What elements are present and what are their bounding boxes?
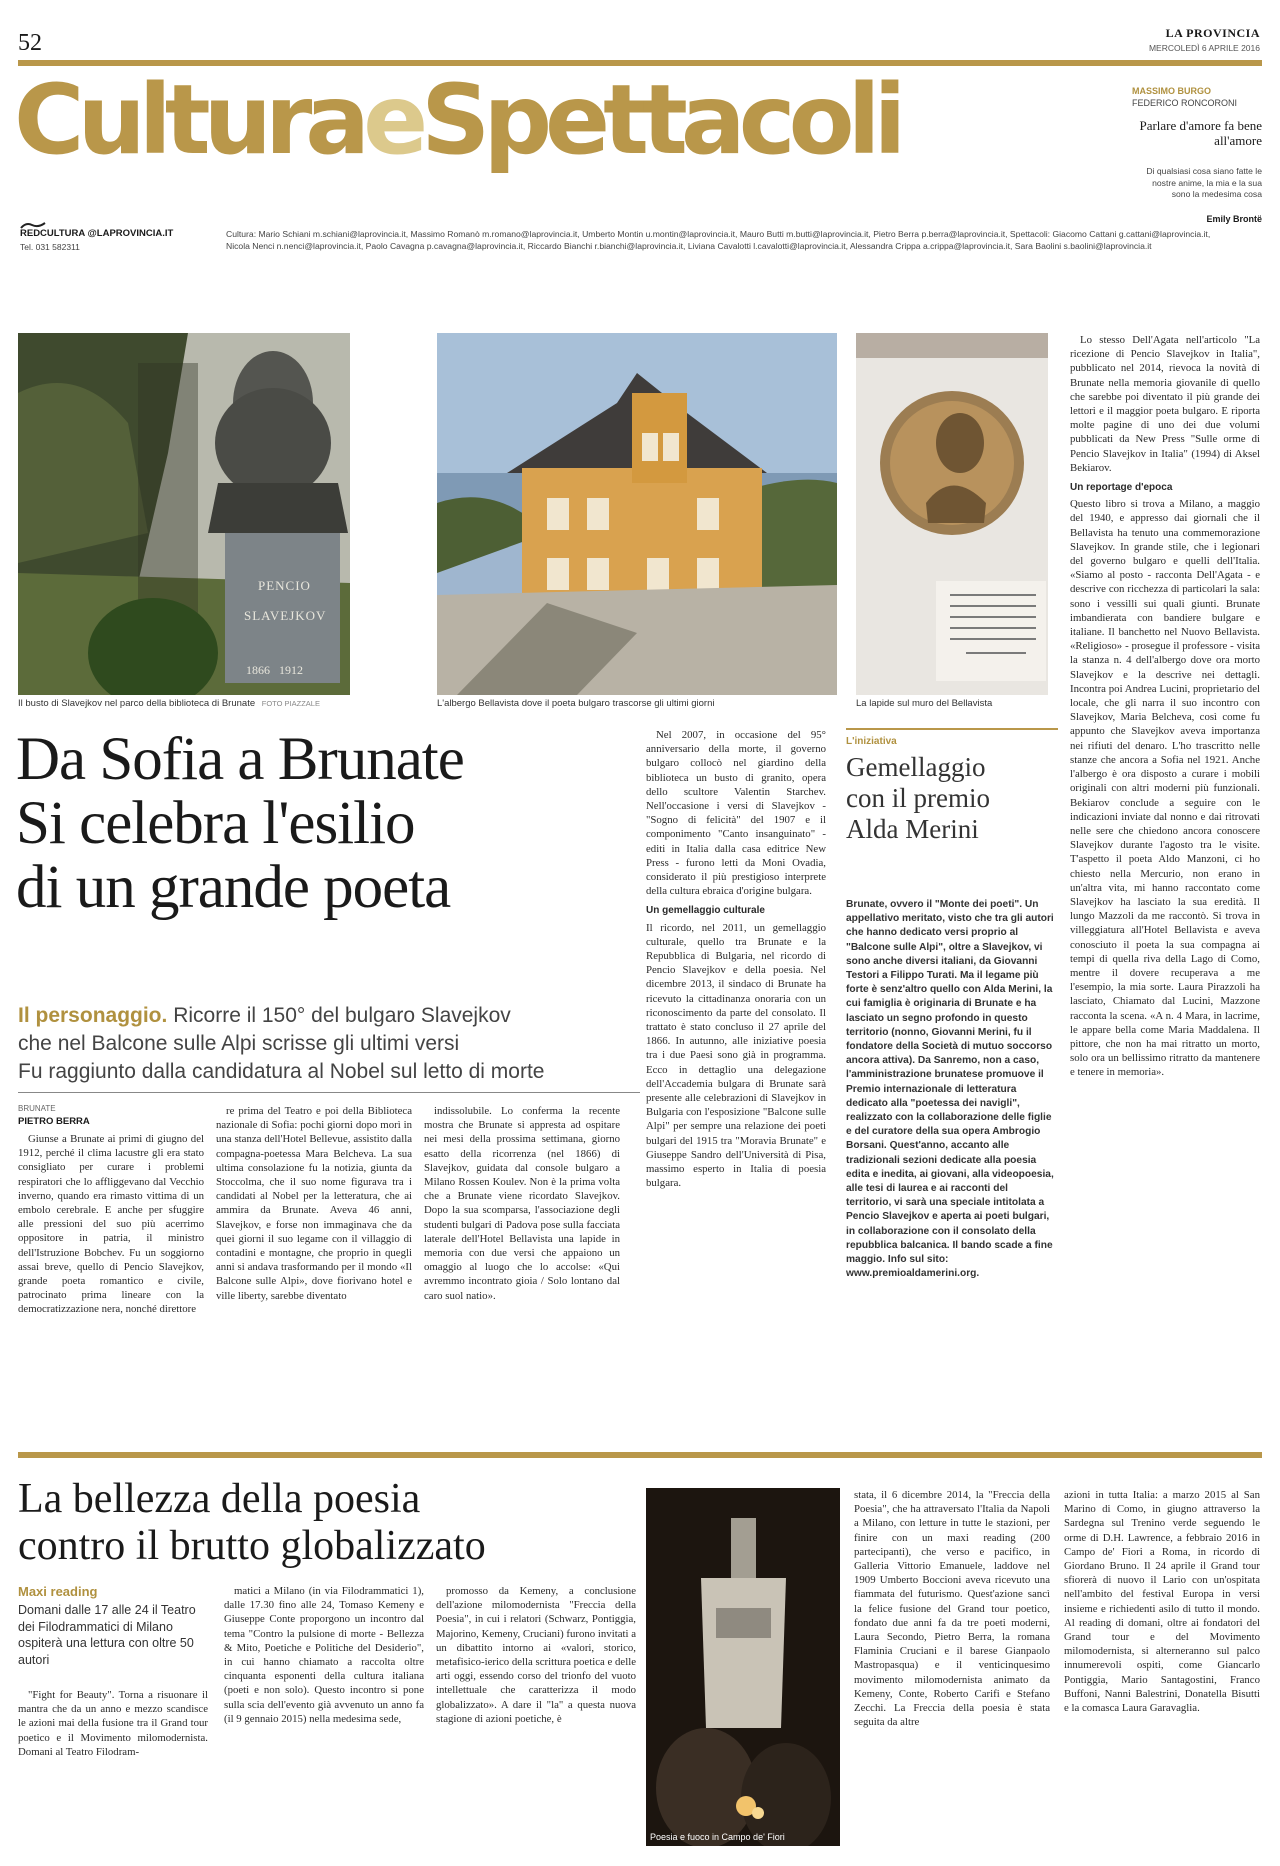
masthead: LA PROVINCIA (1165, 26, 1260, 40)
article2-col5-text: azioni in tutta Italia: a marzo 2015 al San Marino di Como, in giugno attraverso la Sardegna sul Trenino verde seguendo le orme di D.H. Lawrence, a febbraio 2016 in Campo de' Fiori a Roma, in ricordo di Giordano Bruno. Il 24 aprile il Grand tour sfiorerà di nuovo il Lario con un'ospitata nell'ambito del festival Europa in versi insieme e richiedenti asilo di tutto il mondo. Al reading di domani, oltre ai fondatori del Grand tour e del Movimento milomodernista, si alterneranno sul palco innumerevoli ospiti, come Giancarlo Pontiggia, Mario Santagostini, Franco Buffoni, Nanni Balestrini, Donatella Bisutti e la comasca Laura Garavaglia. (1064, 1489, 1260, 1715)
sidebar-title-line3: Alda Merini (846, 814, 979, 844)
article2-col1-text: "Fight for Beauty". Torna a risuonare il mantra che da un anno e mezzo scandisce le azioni mai della fusione tra il Grand tour poetico e il Movimento milomodernista. Domani al Teatro Filodram- (18, 1689, 208, 1758)
article1-col5-text-b: Questo libro si trova a Milano, a maggio del 1940, e appresso dai giornali che il Bellavista ha tenuto una commemorazione Slavejkov. In grande stile, che i legionari del governo bulgaro e quelli dell'Italia. «Siamo al posto - racconta Dell'Agata - e descrive con ricchezza di particolari la sala: sono i vessilli sui quali giunti. Brunate imbandierata con bandiere bulgare e italiane. Il banchetto nel Nuovo Bellavista. «Religioso» - prosegue il professore - visita la stanza n. 4 dell'albergo dove ora morto Slavejkov e la descrive nei dettagli. Incontra poi Andrea Lucini, proprietario del locale, che gli narra il suo incontro con Slavejkov, Maria Belcheva, così come fu appunto che Slavejkov aveva importanza nei rifiuti del denaro. L'ho trascritto nelle stanze che ancora a Sofia nel 1921. Anche l'albergo è ora disposto a curare i mobili originali con altri moderni più funzionali. Bekiarov conclude a seguire con le indicazioni inviate dal nonno e dai ritrovati nelle sere che chiedono ancora conoscere Slavejkov durante l'agosto tra le visite. T'aspetto il poeta Aldo Manzoni, ci ho chiesto nella Mercurio, non erano in un'altra vita, mi hanno raccontato come Slavejkov ha lasciato la sua eredità. Il lungo Mazzoli da me raccontò. Si trova in villeggiatura all'Hotel Bellavista e aveva conosciuto il poeta la sua compagna ai tempi di quella riva della Lago di Como, mentre il dovere recuperava a me l'esempio, la mia sorte. Laura Pirazzoli ha lasciato, Chiamato dal Lucini, Mazzone racconta la scena. «A n. 4 Mara, in lacrime, le appare bella come Maria Maddalena. Il pittore, che non ha mai ritratto un morto, solo ora un bellissimo ritratto da mantenere e tenere in memoria». (1070, 498, 1260, 1079)
photo-plaque (856, 333, 1048, 695)
article1-col3-text: indissolubile. Lo conferma la recente mostra che Brunate si appresta ad ospitare nei mesi della prossima settimana, giorno esatto della ricorrenza (nel 1866) di Slavejkov, guidata dal console bulgaro a Milano Rossen Koulev. Non è la prima volta che a Brunate viene ricordato Slavejkov. Dopo la sua scomparsa, l'associazione degli studenti bulgari di Padova pose sulla facciata laterale dell'Hotel Bellavista una lapide in memoria con due versi che appaiono un omaggio al luogo che lo accolse: «Qui avremmo incontrato gioia / Solo lontano dal caro suol natio». (424, 1105, 620, 1302)
article2-col1 (18, 1688, 208, 1856)
article1-headline-line3: di un grande poeta (16, 854, 451, 921)
article1-col5-subhead: Un reportage d'epoca (1070, 482, 1173, 494)
article1-headline-line1: Da Sofia a Brunate (16, 726, 464, 793)
article2-headline (18, 1476, 648, 1570)
article2-col4-text: stata, il 6 dicembre 2014, la "Freccia della Poesia", che ha attraversato l'Italia da Napoli a Milano, con letture in tutte le stazioni, per finire con un maxi reading (200 partecipanti), che verso e pacifico, in Galleria Vittorio Emanuele, laddove nel 1909 Umberto Boccioni aveva ricevuto una fiammata del futurismo. Quest'azione sancì la felice fusione del Grand tour poetico, fondato due anni fa da tre poeti moderni, Laura Secondo, Pietro Berra, la romana Flaminia Cruciani e il barese Gianpaolo Mastropasqua) e il venticinquesimo movimento milomodernista animato da Kemeny, Conte, Roberto Carifi e Stefano Zecchi. La Freccia della poesia è stata seguita da altre (854, 1489, 1050, 1729)
article1-kicker: Il personaggio. (18, 1004, 168, 1027)
article1-author: PIETRO BERRA (18, 1116, 90, 1127)
article1-col1-text: Giunse a Brunate ai primi di giugno del 1912, perché il clima lacustre gli era stato consigliato per curare i problemi respiratori che lo affliggevano dal Vecchio inverno, quando era rimasto vittima di un embolo cerebrale. E anche per sfuggire alle pressioni del suo più acerrimo oppositore in patria, il ministro dell'Istruzione Bobchev. Fu un soggiorno assai breve, quello di Pencio Slavejkov, grande poeta romantico e civile, patrocinato prima lineare con la democratizzazione nera, nonché direttore (18, 1133, 204, 1316)
sidebar-title-line1: Gemellaggio (846, 752, 986, 782)
contact-handle[interactable]: REDCULTURA @LAPROVINCIA.IT (20, 228, 174, 239)
article1-col2-text: re prima del Teatro e poi della Biblioteca nazionale di Sofia: pochi giorni dopo morì in una stanza dell'Hotel Bellevue, assistito dalla compagna-poetessa Mara Belcheva. La sua ultima consolazione fu la notizia, giunta da Stoccolma, che il suo nome figurava tra i candidati al Nobel per la letteratura, che ai ammira da Brunate. Aveva 46 anni, Slavejkov, e forse non immaginava che da quei giorni il suo legame con il villaggio di contadini e montagne, che proprio in quegli anni si andava trasformando per il mondo «Il Balcone sulle Alpi», dove fiorivano hotel e ville liberty, sarebbe diventato (216, 1105, 412, 1302)
article2-headline-line1: La bellezza della poesia (18, 1476, 421, 1522)
sidebar-rule (846, 728, 1058, 730)
article1-summary (18, 1002, 658, 1086)
article1-headline-line2: Si celebra l'esilio (16, 790, 415, 857)
article1-place: BRUNATE (18, 1104, 56, 1113)
photo-caption-bust (18, 698, 350, 709)
byline-top: MASSIMO BURGO (1132, 86, 1212, 96)
article2-col2 (224, 1584, 424, 1856)
caption-bust-credit: FOTO PIAZZALE (261, 699, 320, 708)
section-title-e: e (363, 64, 422, 176)
bust-inscription-name: PENCIO (258, 578, 311, 593)
quote-title: Parlare d'amore fa bene all'amore (1139, 118, 1262, 148)
photo-hotel-bellavista (437, 333, 837, 695)
quote-author: Emily Brontë (1206, 214, 1262, 224)
article1-col3 (424, 1104, 620, 1422)
article2-col5 (1064, 1488, 1260, 1856)
section-title (14, 60, 899, 180)
sidebar-tag: L'iniziativa (846, 736, 897, 747)
article2-col4 (854, 1488, 1050, 1856)
article2-col3-text: promosso da Kemeny, a conclusione dell'azione milomodernista "Freccia della Poesia", in cui i relatori (Schwarz, Pontiggia, Majorino, Kemeny, Cruciani) furono invitati a un dibattito intorno ai «valori, storico, metafisico-ierico della scrittura poetica e delle arti oggi, essendo corso del trionfo del vuoto intellettuale che caratterizza il modo globalizzato». A dare il "la" a questa nuova stagione di azioni poetiche, è (436, 1585, 636, 1725)
article1-rule (18, 1092, 640, 1093)
section-title-spettacoli: Spettacoli (421, 64, 900, 176)
article2-col3 (436, 1584, 636, 1856)
contact-phone: Tel. 031 582311 (20, 242, 80, 252)
issue-date: MERCOLEDÌ 6 APRILE 2016 (1148, 43, 1260, 53)
article2-kicker: Maxi reading (18, 1584, 98, 1599)
photo-caption-hotel: L'albergo Bellavista dove il poeta bulgaro trascorse gli ultimi giorni (437, 698, 715, 709)
quote-text: Di qualsiasi cosa siano fatte le nostre anime, la mia e la sua sono la medesima cosa (1146, 166, 1262, 199)
bottom-article-rule (18, 1452, 1262, 1458)
sidebar-box (846, 728, 1058, 1422)
photo-bust (18, 333, 350, 695)
sidebar-title (846, 752, 1058, 845)
sidebar-title-line2: con il premio (846, 783, 990, 813)
article1-col4-text-b: Il ricordo, nel 2011, un gemellaggio culturale, quello tra Brunate e la Repubblica di Bulgaria, nel ricordo di Pencio Slavejkov e della poesia. Nel dicembre 2013, il sindaco di Brunate ha ricevuto la cittadinanza onoraria con un riconoscimento da parte del consolato. Il trattato è stato concluso il 27 aprile del 1866. In autunno, alle iniziative poesia tra i due Paesi sono già in programma. Ecco in dettaglio una delegazione dell'Accademia bulgara di Brunate sarà presente alle celebrazioni di Slavejkov in Bulgaria con l'esposizione "Balcone sulle Alpi" per sempre una relazione dei poeti bulgari del 1915 tra "Moravia Brunate" e Giuseppe Sandro dell'Università di Pisa, massimo esperto in Italia di poesia bulgara. (646, 921, 826, 1190)
article1-col4-text: Nel 2007, in occasione del 95° anniversario della morte, il governo bulgaro collocò nel giardino della biblioteca un busto di granito, opera dello scultore Valentin Starchev. Nell'occasione i versi di Slavejkov - "Sogno di felicità" del 1907 e il componimento "Canto insanguinato" - editi in Italia dalla casa editrice New Press - furono letti da Moni Ovadia, considerato il più prestigioso interprete della cultura ebraica d'origine bulgara. (646, 729, 826, 898)
article2-headline-line2: contro il brutto globalizzato (18, 1523, 486, 1569)
page-number: 52 (18, 30, 42, 56)
article1-col1 (18, 1132, 204, 1422)
bust-inscription-surname: SLAVEJKOV (244, 608, 327, 623)
article2-col2-text: matici a Milano (in via Filodrammatici 1), dalle 17.30 fino alle 24, Tomaso Kemeny e Giuseppe Conte proporgono un incontro dal tema "Contro la pulsione di morte - Bellezza & Mito, Poetiche e Politiche del Desiderio", in cui hanno chiamato a raccolta oltre cinquanta esponenti della cultura italiana (poeti e non solo). Questo incontro si pone sulla scia dell'evento già avvenuto un anno fa (il 9 gennaio 2015) nella medesima sede, (224, 1585, 424, 1725)
staff-list: Cultura: Mario Schiani m.schiani@laprovincia.it, Massimo Romanò m.romano@laprovincia.it, Umberto Montin u.montin@laprovincia.it, Mauro Butti m.butti@laprovincia.it, Pietro Berra p.berra@laprovincia.it, Spettacoli: Giacomo Cattani g.cattani@laprovincia.it, Nicola Nenci n.nenci@laprovincia.it, Paolo Cavagna p.cavagna@laprovincia.it, Riccardo Bianchi r.bianchi@laprovincia.it, Liviana Cavalotti l.cavalotti@laprovincia.it, Alessandra Crippa a.crippa@laprovincia.it, Sara Baolini s.baolini@laprovincia.it (226, 229, 1211, 251)
article1-col2 (216, 1104, 412, 1422)
article1-summary-line3: Fu raggiunto dalla candidatura al Nobel sul letto di morte (18, 1060, 545, 1083)
photo-campo-de-fiori (646, 1488, 840, 1846)
sidebar-body: Brunate, ovvero il "Monte dei poeti". Un appellativo meritato, visto che tra gli autori che hanno dedicato versi proprio al "Balcone sulle Alpi", oltre a Slavejkov, vi sono anche diversi italiani, da Giovanni Testori a Filippo Turati. Ma il legame più forte è senz'altro quello con Alda Merini, la cui famiglia è originaria di Brunate e ha lasciato un segno profondo in questo territorio (nonno, Giovanni Merini, fu il fondatore della Società di mutuo soccorso ancora attiva). Da Sanremo, non a caso, l'amministrazione brunatese promuove il Premio internazionale di letteratura dedicato alla "poetessa dei navigli", realizzato con la collaborazione delle figlie e del curatore della sua opera Ambrogio Borsani. Quest'anno, accanto alle tradizionali sezioni dedicate alla poesia edita e inedita, ai giovani, alla videopoesia, alle tesi di laurea e ai racconti del territorio, vi sarà una speciale intitolata a Pencio Slavejkov e aperta ai poeti bulgari, in collaborazione con il consolato della repubblica balcanica. Il bando scade a fine maggio. Info sul sito: www.premioaldamerini.org. (846, 899, 1054, 1280)
article1-col4 (646, 728, 826, 1422)
photo-campo-caption: Poesia e fuoco in Campo de' Fiori (650, 1832, 785, 1842)
article1-headline (16, 728, 656, 920)
article1-col4-subhead: Un gemellaggio culturale (646, 905, 765, 917)
photo-caption-plaque: La lapide sul muro del Bellavista (856, 698, 993, 709)
article1-summary-line2: che nel Balcone sulle Alpi scrisse gli ultimi versi (18, 1032, 460, 1055)
article1-summary-line1: Ricorre il 150° del bulgaro Slavejkov (173, 1004, 511, 1027)
byline-sub: FEDERICO RONCORONI (1132, 98, 1238, 108)
bust-inscription-years: 1866 1912 (246, 663, 303, 677)
article1-col5-text: Lo stesso Dell'Agata nell'articolo "La ricezione di Pencio Slavejkov in Italia", pubblicato nel 2014, rievoca la novità di Brunate nella memoria giovanile di quello che sarebbe poi diventato il più grande dei lettori e il maggior poeta bulgaro. E riporta molte pagine di uno dei due volumi pubblicati da New Press "Sulle orme di Pencio Slavejkov in Italia" (1994) di Aksel Bekiarov. (1070, 334, 1260, 474)
section-title-cultura: Cultura (14, 64, 364, 176)
article1-col5 (1070, 333, 1260, 1422)
caption-bust-text: Il busto di Slavejkov nel parco della biblioteca di Brunate (18, 698, 256, 709)
article2-summary: Domani dalle 17 alle 24 il Teatro dei Filodrammatici di Milano ospiterà una lettura con oltre 50 autori (18, 1603, 196, 1667)
